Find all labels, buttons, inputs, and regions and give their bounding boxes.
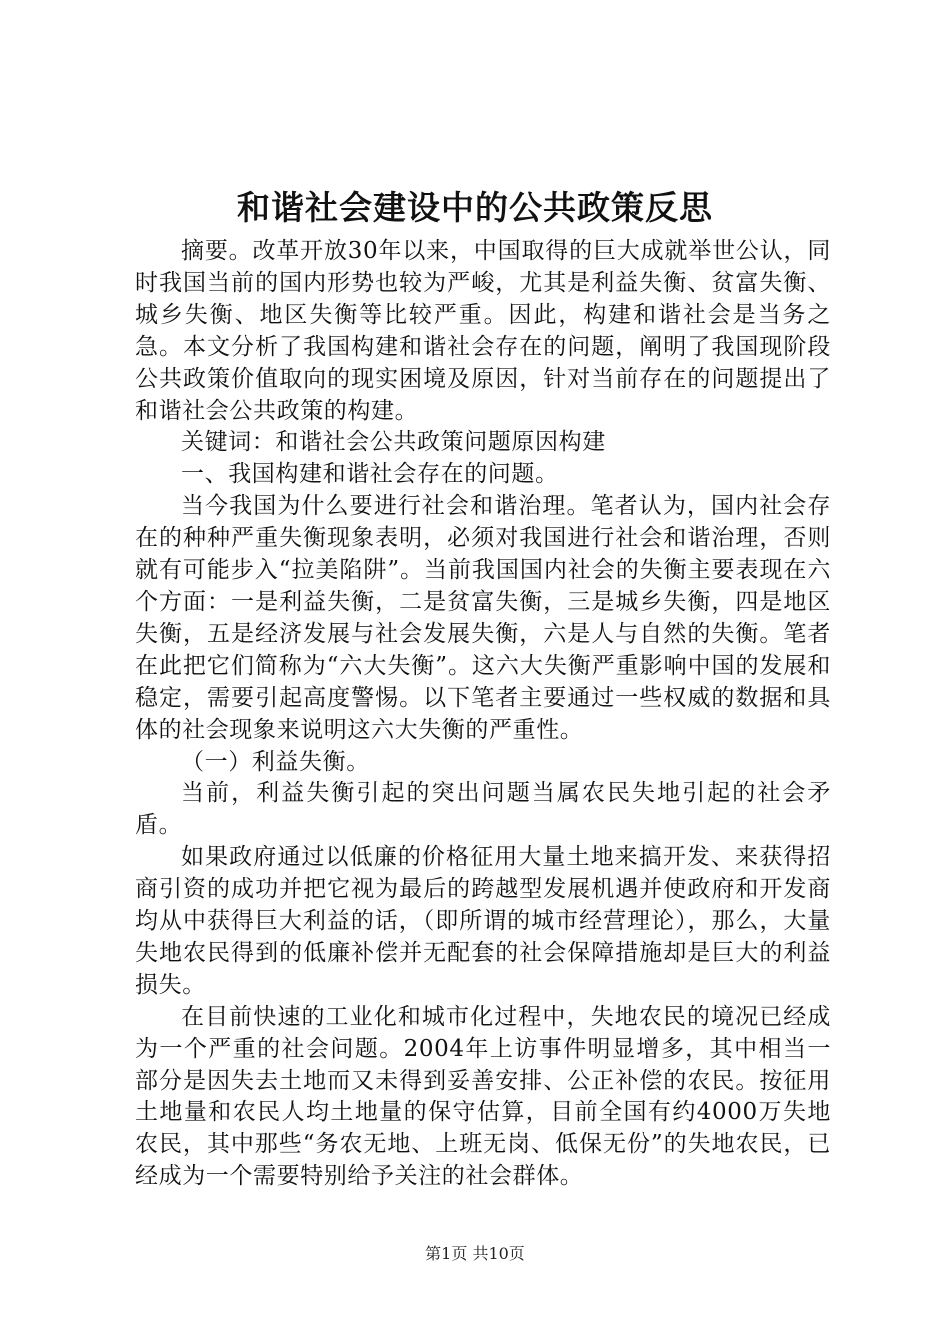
- document-title: 和谐社会建设中的公共政策反思: [237, 188, 713, 227]
- document-body: [135, 236, 831, 1193]
- body-paragraph: 当今我国为什么要进行社会和谐治理。笔者认为，国内社会存在的种种严重失衡现象表明，必须对我国进行社会和谐治理，否则就有可能步入“拉美陷阱”。当前我国国内社会的失衡主要表现在六个方面：一是利益失衡，二是贫富失衡，三是城乡失衡，四是地区失衡，五是经济发展与社会发展失衡，六是人与自然的失衡。笔者在此把它们简称为“六大失衡”。这六大失衡严重影响中国的发展和稳定，需要引起高度警惕。以下笔者主要通过一些权威的数据和具体的社会现象来说明这六大失衡的严重性。: [135, 493, 831, 743]
- body-paragraph: 在目前快速的工业化和城市化过程中，失地农民的境况已经成为一个严重的社会问题。2004年上访事件明显增多，其中相当一部分是因失去土地而又未得到妥善安排、公正补偿的农民。按征用土地量和农民人均土地量的保守估算，目前全国有约4000万失地农民，其中那些“务农无地、上班无岗、低保无份”的失地农民，已经成为一个需要特别给予关注的社会群体。: [135, 1003, 831, 1190]
- body-paragraph: 如果政府通过以低廉的价格征用大量土地来搞开发、来获得招商引资的成功并把它视为最后的跨越型发展机遇并使政府和开发商均从中获得巨大利益的话，（即所谓的城市经营理论），那么，大量失地农民得到的低廉补偿并无配套的社会保障措施却是巨大的利益损失。: [135, 844, 831, 998]
- page-number-footer: 第1页 共10页: [425, 1244, 525, 1263]
- keywords-paragraph: 关键词：和谐社会公共政策问题原因构建: [181, 429, 606, 456]
- subsection-heading: （一）利益失衡。: [181, 748, 370, 775]
- section-heading: 一、我国构建和谐社会存在的问题。: [181, 461, 559, 488]
- abstract-paragraph: 摘要。改革开放30年以来，中国取得的巨大成就举世公认，同时我国当前的国内形势也较为严峻，尤其是利益失衡、贫富失衡、城乡失衡、地区失衡等比较严重。因此，构建和谐社会是当务之急。本文分析了我国构建和谐社会存在的问题，阐明了我国现阶段公共政策价值取向的现实困境及原因，针对当前存在的问题提出了和谐社会公共政策的构建。: [135, 238, 831, 424]
- body-paragraph: 当前，利益失衡引起的突出问题当属农民失地引起的社会矛盾。: [135, 780, 831, 839]
